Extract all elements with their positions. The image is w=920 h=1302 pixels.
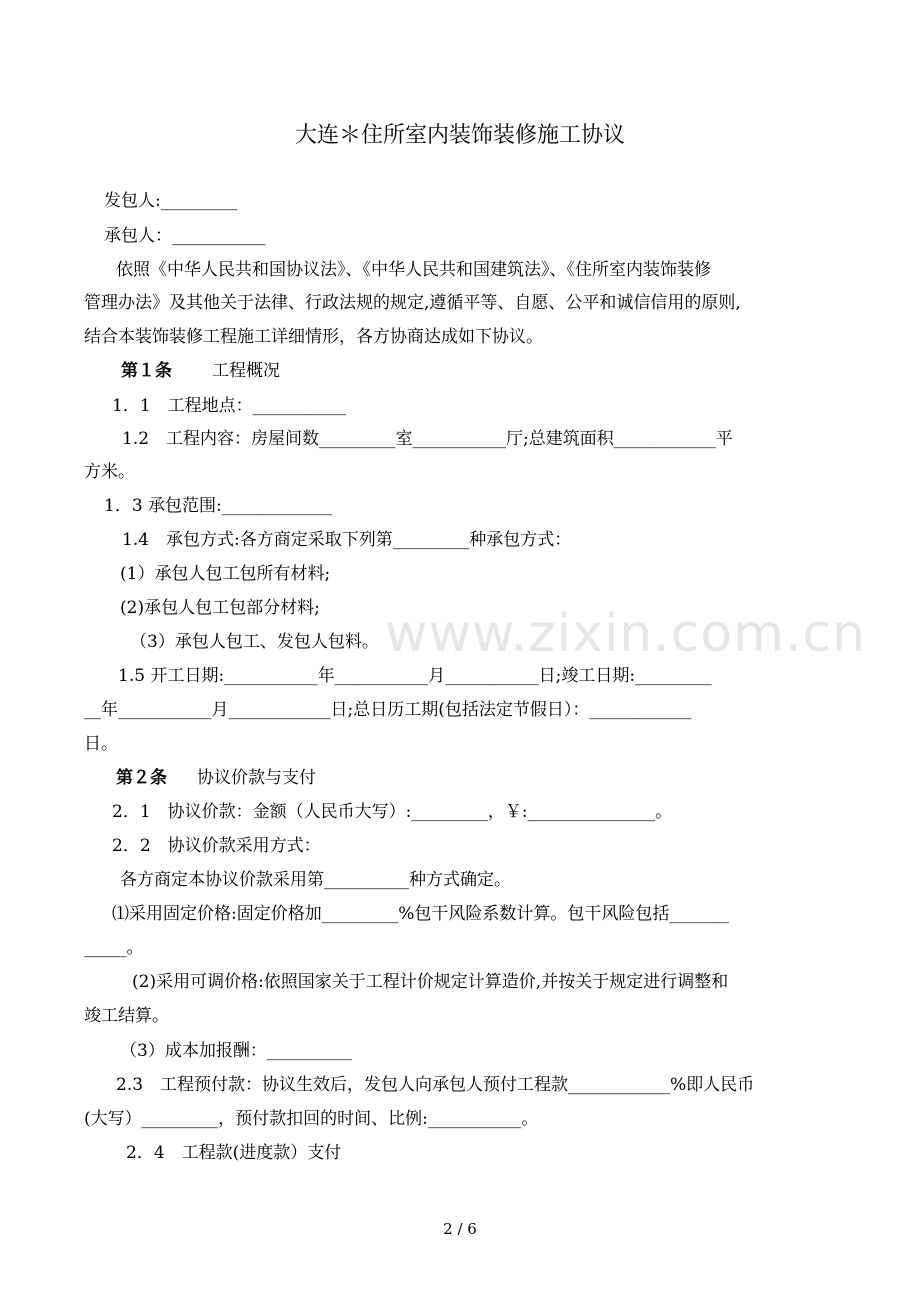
text-line: 竣工结算。 [84,1006,169,1026]
text-line: （3）成本加报酬：__________ [120,1041,352,1061]
text-line: 2．4 工程款(进度款）支付 [126,1143,342,1163]
text-line: 2.3 工程预付款：协议生效后，发包人向承包人预付工程款____________%即人民币 [116,1075,755,1095]
text-line: 1.4 承包方式:各方商定采取下列第_________种承包方式： [122,530,572,550]
article-heading [116,768,316,788]
text-line: (1）承包人包工包所有材料; [120,564,331,584]
text-line: 承包人：___________ [104,226,266,246]
text-line: 1.5 开工日期:___________年___________月___________日;竣工日期:_________ [118,666,712,686]
watermark: www.zixin.com.cn [385,604,866,664]
text-line: 结合本装饰装修工程施工详细情形，各方协商达成如下协议。 [84,327,543,347]
text-line: 日。 [84,734,118,754]
text-line: 1．1 工程地点：___________ [112,396,347,416]
text-line: 发包人:_________ [104,191,238,211]
article-title: 工程概况 [212,361,280,381]
article-heading [121,361,280,381]
article-number: 第１条 [121,361,172,381]
text-line: (2)承包人包工包部分材料; [120,598,320,618]
text-line: 依照《中华人民共和国协议法》、《中华人民共和国建筑法》、《住所室内装饰装修 [116,260,711,280]
article-number: 第２条 [116,768,167,788]
text-line: 方米。 [84,462,135,482]
text-line: (大写）_________，预付款扣回的时间、比例:___________。 [84,1109,539,1129]
text-line: 1.2 工程内容：房屋间数_________室___________厅;总建筑面积____________平 [122,429,733,449]
text-line: 2．1 协议价款：金额（人民币大写）:_________，￥:_______________。 [112,802,673,822]
text-line: ⑴采用固定价格:固定价格加_________%包干风险系数计算。包干风险包括_______ [112,904,729,924]
text-line: 1．3 承包范围:_____________ [104,496,333,516]
text-line: (2)采用可调价格:依照国家关于工程计价规定计算造价,并按关于规定进行调整和 [132,972,729,992]
text-line: _____。 [84,938,144,958]
text-line: 管理办法》及其他关于法律、行政法规的规定,遵循平等、自愿、公平和诚信信用的原则, [84,293,741,313]
text-line: __年___________月____________日;总日历工期(包括法定节假日）：____________ [84,700,692,720]
document-title: 大连＊住所室内装饰装修施工协议 [294,123,625,148]
article-title: 协议价款与支付 [197,768,316,788]
text-line: （3）承包人包工、发包人包料。 [130,632,379,652]
text-line: 各方商定本协议价款采用第__________种方式确定。 [120,870,511,890]
page-number: 2 / 6 [443,1220,477,1238]
text-line: 2．2 协议价款采用方式： [112,836,321,856]
